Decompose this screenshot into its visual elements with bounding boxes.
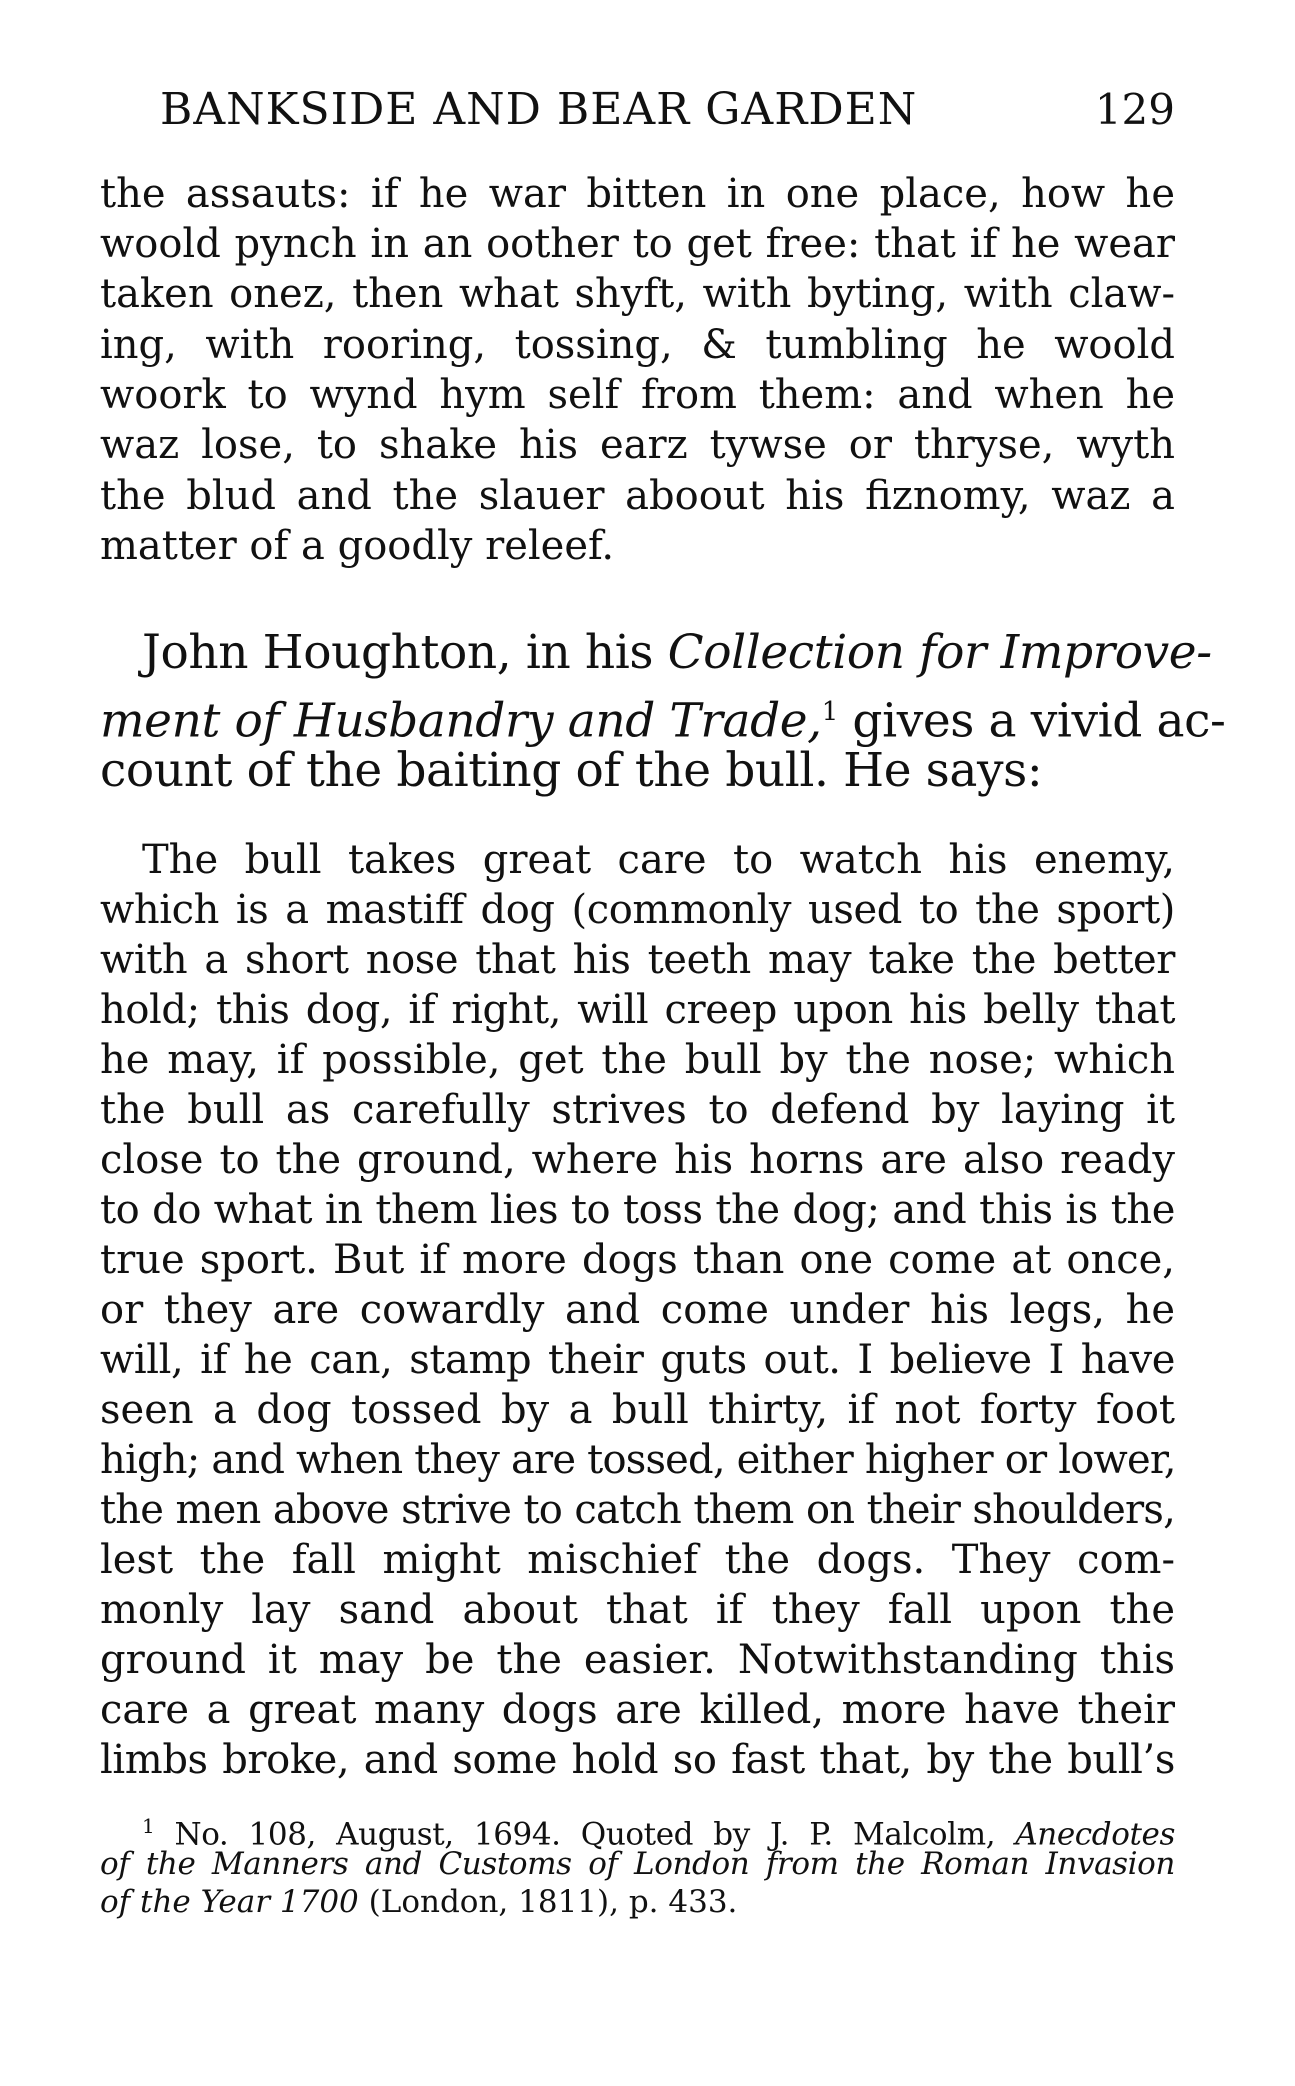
- footnote-title: of the Year 1700: [100, 1884, 359, 1920]
- quote-line: the assauts: if he war bitten in one place, how he: [100, 171, 1175, 217]
- quote-line: matter of a goodly releef.: [100, 523, 615, 569]
- footnote-line: [100, 1845, 1175, 1883]
- paragraph-text: John Houghton, in his: [142, 625, 668, 680]
- footnote-title: Anecdotes: [1015, 1816, 1175, 1853]
- quote-line: lest the fall might mischief the dogs. They com-: [100, 1537, 1175, 1583]
- quote-line: ing, with rooring, tossing, & tumbling he woold: [100, 322, 1175, 368]
- paragraph-text: gives a vivid ac-: [837, 693, 1226, 749]
- quote-line: with a short nose that his teeth may take the better: [100, 937, 1175, 983]
- paragraph-line: [100, 624, 1212, 682]
- quote-line: monly lay sand about that if they fall upon the: [100, 1587, 1175, 1633]
- book-title: ment of Husbandry and Trade,: [100, 693, 822, 749]
- quote-line: the men above strive to catch them on their shoulders,: [100, 1487, 1175, 1533]
- quote-line: true sport. But if more dogs than one come at once,: [100, 1237, 1175, 1283]
- quote-line: limbs broke, and some hold so fast that, by the bull’s: [100, 1737, 1175, 1783]
- quote-line: woork to wynd hym self from them: and when he: [100, 372, 1175, 418]
- footnote-marker: 1: [142, 1814, 155, 1838]
- quote-line: seen a dog tossed by a bull thirty, if not forty foot: [100, 1387, 1175, 1433]
- quote-line: the blud and the slauer aboout his fiznomy, waz a: [100, 473, 1175, 519]
- quote-line: ground it may be the easier. Notwithstanding this: [100, 1637, 1175, 1683]
- quote-line: woold pynch in an oother to get free: that if he wear: [100, 221, 1175, 267]
- footnote-title: of the Manners and Customs of London from the Roman Invasion: [100, 1846, 1175, 1882]
- footnote-ref: 1: [821, 697, 838, 727]
- quote-line: The bull takes great care to watch his enemy,: [142, 837, 1175, 883]
- quote-line: waz lose, to shake his earz tywse or thryse, wyth: [100, 422, 1175, 468]
- book-title: Collection for Improve-: [667, 625, 1212, 680]
- paragraph-line: count of the baiting of the bull. He says:: [100, 743, 1043, 798]
- quote-line: care a great many dogs are killed, more have their: [100, 1687, 1175, 1733]
- quote-line: high; and when they are tossed, either higher or lower,: [100, 1437, 1176, 1483]
- quote-line: hold; this dog, if right, will creep upon his belly that: [100, 987, 1175, 1033]
- paragraph-line: [100, 683, 1226, 751]
- quote-line: the bull as carefully strives to defend by laying it: [100, 1087, 1175, 1133]
- page-header: [100, 80, 1175, 140]
- footnote-text: No. 108, August, 1694. Quoted by J. P. Malcolm,: [154, 1816, 1016, 1853]
- quote-line: taken onez, then what shyft, with byting, with claw-: [100, 271, 1175, 317]
- quote-line: or they are cowardly and come under his legs, he: [100, 1287, 1175, 1333]
- quote-line: close to the ground, where his horns are also ready: [100, 1137, 1175, 1183]
- page-number: 129: [1094, 85, 1175, 134]
- running-head: BANKSIDE AND BEAR GARDEN: [160, 84, 918, 135]
- quote-line: will, if he can, stamp their guts out. I believe I have: [100, 1337, 1175, 1383]
- footnote-text: (London, 1811), p. 433.: [358, 1884, 738, 1920]
- quote-line: to do what in them lies to toss the dog; and this is the: [100, 1187, 1175, 1233]
- quote-line: which is a mastiff dog (commonly used to the sport): [100, 887, 1175, 933]
- footnote-line: [100, 1883, 1175, 1921]
- quote-line: he may, if possible, get the bull by the nose; which: [100, 1037, 1175, 1083]
